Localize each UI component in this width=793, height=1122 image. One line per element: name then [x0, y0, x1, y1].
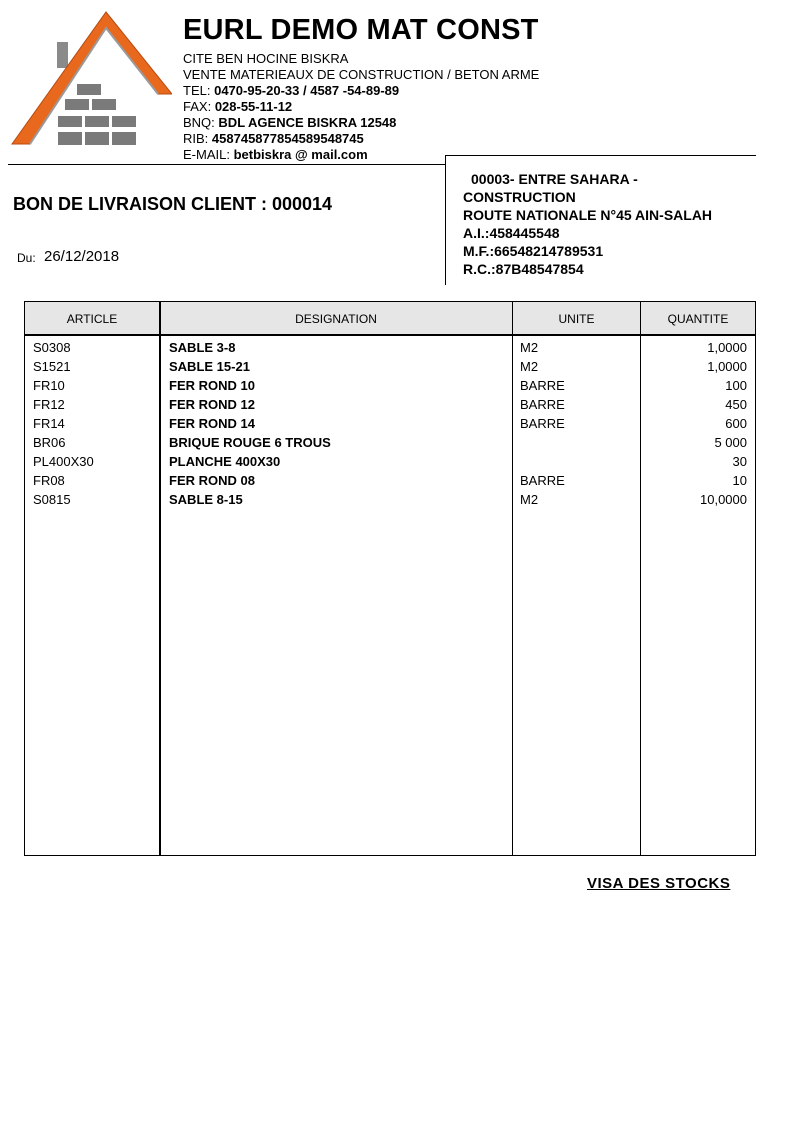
cell-unite: M2 — [520, 359, 539, 374]
cell-quantite: 600 — [725, 416, 747, 431]
cell-quantite: 450 — [725, 397, 747, 412]
table-row — [25, 338, 755, 357]
cell-unite: BARRE — [520, 397, 565, 412]
client-ai: A.I.:458445548 — [463, 225, 560, 241]
fax-label: FAX: — [183, 99, 212, 114]
cell-designation: FER ROND 14 — [169, 416, 255, 431]
rib-label: RIB: — [183, 131, 209, 146]
chimney-shape — [57, 42, 68, 68]
bricks-shape — [58, 84, 136, 145]
items-table — [24, 301, 756, 856]
cell-unite: BARRE — [520, 416, 565, 431]
cell-quantite: 30 — [732, 454, 747, 469]
cell-designation: BRIQUE ROUGE 6 TROUS — [169, 435, 331, 450]
cell-designation: SABLE 8-15 — [169, 492, 243, 507]
cell-article: FR14 — [33, 416, 65, 431]
cell-article: BR06 — [33, 435, 66, 450]
header-designation: DESIGNATION — [295, 312, 377, 326]
cell-unite: M2 — [520, 340, 539, 355]
date-label: Du: — [17, 251, 36, 265]
header-article: ARTICLE — [66, 312, 118, 326]
company-address: CITE BEN HOCINE BISKRA — [183, 51, 349, 66]
cell-article: S1521 — [33, 359, 71, 374]
client-rc: R.C.:87B48547854 — [463, 261, 584, 277]
cell-designation: SABLE 15-21 — [169, 359, 250, 374]
cell-quantite: 10,0000 — [700, 492, 747, 507]
cell-designation: SABLE 3-8 — [169, 340, 236, 355]
bnq-value: BDL AGENCE BISKRA 12548 — [218, 115, 397, 130]
cell-quantite: 1,0000 — [707, 359, 747, 374]
header-divider — [8, 164, 445, 165]
cell-unite: BARRE — [520, 473, 565, 488]
cell-article: FR10 — [33, 378, 65, 393]
cell-unite: BARRE — [520, 378, 565, 393]
bnq-label: BNQ: — [183, 115, 215, 130]
cell-designation: FER ROND 08 — [169, 473, 255, 488]
table-row — [25, 395, 755, 414]
client-box-left-border — [445, 155, 446, 285]
cell-quantite: 10 — [732, 473, 747, 488]
cell-article: S0815 — [33, 492, 71, 507]
cell-designation: PLANCHE 400X30 — [169, 454, 281, 469]
company-activity: VENTE MATERIEAUX DE CONSTRUCTION / BETON ARME — [183, 67, 540, 82]
date-value: 26/12/2018 — [44, 248, 120, 265]
table-row — [25, 452, 755, 471]
cell-article: PL400X30 — [33, 454, 94, 469]
visa-des-stocks: VISA DES STOCKS — [587, 875, 731, 892]
tel-label: TEL: — [183, 83, 211, 98]
cell-quantite: 100 — [725, 378, 747, 393]
client-address: ROUTE NATIONALE N°45 AIN-SALAH — [463, 207, 713, 223]
cell-article: S0308 — [33, 340, 71, 355]
document-title: BON DE LIVRAISON CLIENT : 000014 — [13, 194, 333, 214]
company-fax — [183, 99, 292, 115]
cell-article: FR12 — [33, 397, 65, 412]
company-bank — [183, 115, 396, 131]
cell-designation: FER ROND 12 — [169, 397, 255, 412]
client-name-line1: 00003- ENTRE SAHARA - — [471, 171, 638, 187]
email-label: E-MAIL: — [183, 147, 230, 162]
cell-quantite: 5 000 — [714, 435, 747, 450]
table-row — [25, 471, 755, 490]
email-value: betbiskra @ mail.com — [233, 147, 368, 162]
company-tel — [183, 83, 399, 99]
cell-designation: FER ROND 10 — [169, 378, 255, 393]
cell-quantite: 1,0000 — [707, 340, 747, 355]
client-box-top-border — [445, 155, 756, 156]
table-row — [25, 414, 755, 433]
table-row — [25, 433, 755, 452]
company-rib — [183, 131, 364, 147]
cell-article: FR08 — [33, 473, 65, 488]
client-name-line2: CONSTRUCTION — [463, 189, 576, 205]
client-mf: M.F.:66548214789531 — [463, 243, 604, 259]
house-bricks-logo — [10, 10, 172, 150]
cell-unite: M2 — [520, 492, 539, 507]
rib-value: 458745877854589548745 — [211, 131, 364, 146]
table-row — [25, 376, 755, 395]
header-quantite: QUANTITE — [667, 312, 729, 326]
table-header-row — [25, 302, 755, 336]
table-row — [25, 490, 755, 509]
fax-value: 028-55-11-12 — [214, 99, 293, 114]
table-body — [25, 338, 755, 509]
company-email — [183, 147, 368, 163]
table-row — [25, 357, 755, 376]
tel-value: 0470-95-20-33 / 4587 -54-89-89 — [214, 83, 400, 98]
company-name: EURL DEMO MAT CONST — [183, 14, 539, 46]
header-unite: UNITE — [558, 312, 595, 326]
